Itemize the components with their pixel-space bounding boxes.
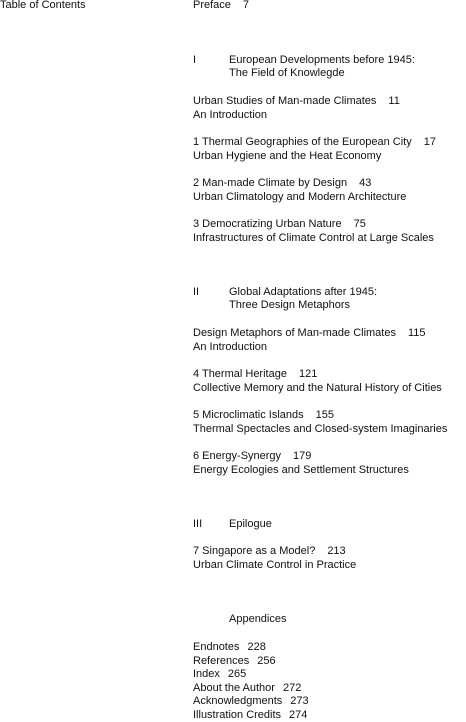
entry-subtitle: Urban Hygiene and the Heat Economy <box>193 150 436 164</box>
entry-page: 11 <box>388 95 399 107</box>
entry-page: 155 <box>316 409 334 421</box>
appendix-page: 273 <box>290 695 308 707</box>
appendices-list <box>193 641 309 722</box>
entry-subtitle: Collective Memory and the Natural History of Cities <box>193 382 442 396</box>
appendices-heading: Appendices <box>229 613 287 627</box>
part-1-numeral: I <box>193 54 196 68</box>
entry-title: 3 Democratizing Urban Nature <box>193 218 342 230</box>
entry-title: 5 Microclimatic Islands <box>193 409 304 421</box>
appendix-page: 274 <box>289 709 307 721</box>
part-3-title: Epilogue <box>229 518 272 532</box>
entry-title: 6 Energy-Synergy <box>193 450 281 462</box>
entry-page: 17 <box>424 136 436 148</box>
entry-subtitle: Infrastructures of Climate Control at Large Scales <box>193 232 434 246</box>
toc-entry[interactable] <box>193 368 442 395</box>
part-2-subtitle: Three Design Metaphors <box>229 299 350 313</box>
entry-subtitle: An Introduction <box>193 341 426 355</box>
toc-entry[interactable] <box>193 136 436 163</box>
entry-title: 2 Man-made Climate by Design <box>193 177 347 189</box>
toc-entry[interactable] <box>193 409 447 436</box>
appendix-page: 265 <box>228 668 246 680</box>
toc-heading: Table of Contents <box>0 0 86 13</box>
toc-entry[interactable] <box>193 95 400 122</box>
entry-title: Design Metaphors of Man-made Climates <box>193 327 396 339</box>
appendix-item[interactable] <box>193 668 309 682</box>
appendix-item[interactable] <box>193 641 309 655</box>
entry-title: 4 Thermal Heritage <box>193 368 287 380</box>
entry-title: 1 Thermal Geographies of the European City <box>193 136 412 148</box>
appendix-label: Index <box>193 668 220 680</box>
entry-page: 213 <box>327 545 345 557</box>
appendix-page: 256 <box>257 655 275 667</box>
entry-page: 43 <box>359 177 371 189</box>
entry-title: 7 Singapore as a Model? <box>193 545 315 557</box>
appendix-label: Illustration Credits <box>193 709 281 721</box>
toc-entry[interactable] <box>193 545 356 572</box>
entry-subtitle: Urban Climatology and Modern Architecture <box>193 191 406 205</box>
entry-subtitle: Urban Climate Control in Practice <box>193 559 356 573</box>
entry-title: Urban Studies of Man-made Climates <box>193 95 376 107</box>
appendix-label: About the Author <box>193 682 275 694</box>
appendix-label: References <box>193 655 249 667</box>
toc-entry[interactable] <box>193 450 409 477</box>
part-1-title: European Developments before 1945: <box>229 54 415 68</box>
appendix-label: Acknowledgments <box>193 695 282 707</box>
part-3-numeral: III <box>193 518 202 532</box>
toc-entry[interactable] <box>193 218 434 245</box>
entry-page: 121 <box>299 368 317 380</box>
appendix-item[interactable] <box>193 655 309 669</box>
appendix-item[interactable] <box>193 695 309 709</box>
part-1-subtitle: The Field of Knowlegde <box>229 67 345 81</box>
appendix-item[interactable] <box>193 682 309 696</box>
part-2-numeral: II <box>193 286 199 300</box>
preface-entry[interactable] <box>193 0 249 13</box>
preface-label: Preface <box>193 0 231 11</box>
entry-subtitle: Thermal Spectacles and Closed-system Imaginaries <box>193 423 447 437</box>
appendix-page: 228 <box>247 641 265 653</box>
entry-page: 75 <box>354 218 366 230</box>
entry-page: 179 <box>293 450 311 462</box>
entry-subtitle: An Introduction <box>193 109 400 123</box>
toc-entry[interactable] <box>193 327 426 354</box>
appendix-label: Endnotes <box>193 641 239 653</box>
appendix-page: 272 <box>283 682 301 694</box>
entry-page: 115 <box>408 327 426 339</box>
part-2-title: Global Adaptations after 1945: <box>229 286 377 300</box>
preface-page: 7 <box>243 0 249 11</box>
entry-subtitle: Energy Ecologies and Settlement Structures <box>193 464 409 478</box>
toc-entry[interactable] <box>193 177 406 204</box>
